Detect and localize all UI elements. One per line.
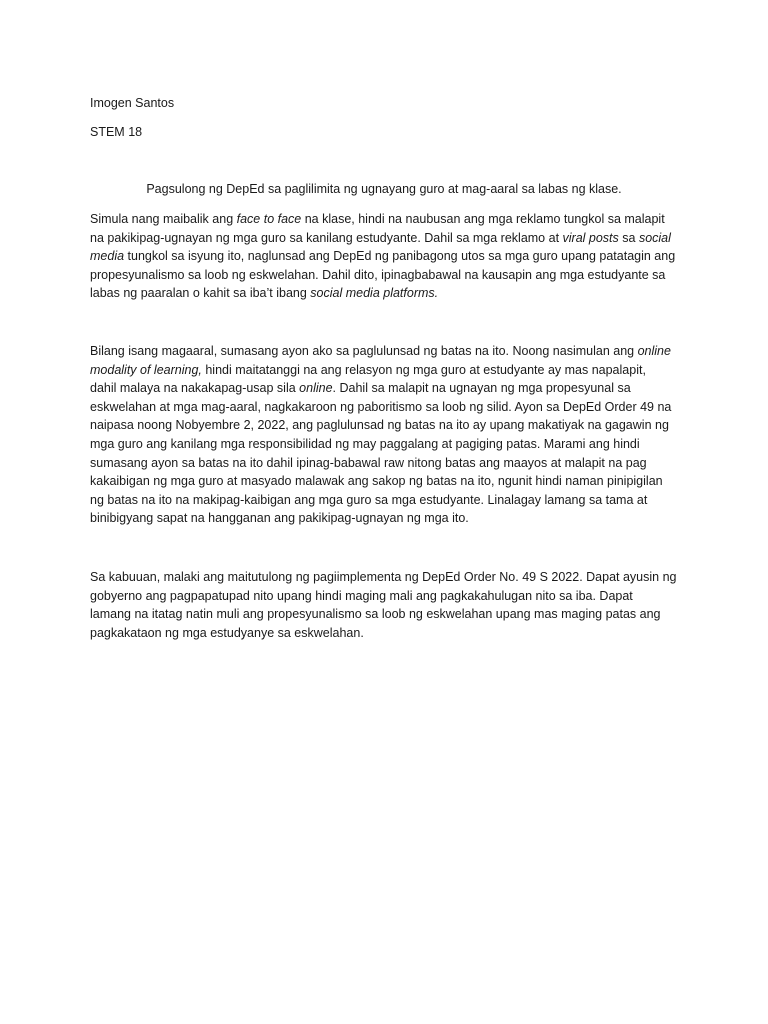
paragraph-line — [90, 454, 680, 473]
paragraph-line — [90, 210, 680, 229]
italic-text: modality of learning, — [90, 362, 202, 377]
italic-text: social media platforms. — [310, 286, 439, 301]
section-label: STEM 18 — [90, 125, 143, 139]
text-run: na klase, hindi na naubusan ang mga reklamo tungkol sa malapit — [301, 212, 665, 226]
text-run: lamang na itatag natin muli ang propesyunalismo sa loob ng eskwelahan upang mas maging patas ang — [90, 607, 661, 622]
paragraph-3 — [90, 568, 680, 642]
text-run: pagkakataon ng mga estudyanye sa eskwelahan. — [90, 625, 364, 640]
italic-text: social — [638, 230, 671, 245]
text-run: eskwelahan at mga mag-aaral, nagkakaroon ng paboritismo sa loob ng silid. Ayon sa DepEd Order 49 na — [90, 399, 672, 414]
italic-text: online — [299, 381, 333, 396]
paragraph-line — [90, 568, 680, 587]
text-run: sumasang ayon sa batas na ito dahil ipinag-babawal raw nitong batas ang maayos at malapit na pag — [90, 455, 647, 470]
text-run: Bilang isang magaaral, sumasang ayon ako sa paglulunsad ng batas na ito. Noong nasimulan ang — [90, 344, 638, 358]
text-run: . Dahil sa malapit na ugnayan ng mga propesyunal sa — [332, 381, 631, 396]
paragraph-line — [90, 229, 680, 248]
paragraph-line — [90, 398, 680, 417]
italic-text: media — [90, 249, 125, 264]
text-run: Sa kabuuan, malaki ang maitutulong ng pagiimplementa ng DepEd Order No. 49 S 2022. Dapat ayusin ng — [90, 570, 677, 584]
paragraph-line — [90, 379, 680, 398]
text-run: mga guro ang kanilang mga responsibilidad ng may paggalang at pagiging patas. Marami ang hindi — [90, 436, 640, 451]
paragraph-line — [90, 587, 680, 606]
text-run: propesyunalismo sa loob ng eskwelahan. Dahil dito, ipinagbabawal na kausapin ang mga estudyante sa — [90, 267, 666, 282]
paragraph-line — [90, 284, 680, 303]
italic-text: face to face — [236, 212, 302, 226]
paragraph-line — [90, 435, 680, 454]
text-run: naipasa noong Nobyembre 2, 2022, ang paglulunsad ng batas na ito ay upang makatiyak na gagawin ng — [90, 418, 669, 433]
text-run: tungkol sa isyung ito, naglunsad ang DepEd ng panibagong utos sa mga guro upang patatagin ang — [124, 249, 676, 264]
paragraph-line — [90, 416, 680, 435]
text-run: Simula nang maibalik ang — [90, 212, 237, 226]
paragraph-1 — [90, 210, 680, 303]
text-run: ng batas na ito na makipag-kaibigan ang mga guro sa mga estudyante. Linalagay lamang sa tama at — [90, 492, 648, 507]
paragraph-line — [90, 472, 680, 491]
paragraph-line — [90, 605, 680, 624]
text-run: na pakikipag-ugnayan ng mga guro sa kanilang estudyante. Dahil sa mga reklamo at — [90, 230, 563, 245]
text-run: gobyerno ang pagpapatupad nito upang hindi maging mali ang pagkakahulugan nito sa iba. Dapat — [90, 588, 633, 603]
paragraph-line — [90, 624, 680, 643]
text-run: kakaibigan ng mga guro at masyado malawak ang sakop ng batas na ito, ngunit hindi naman pinipigilan — [90, 474, 663, 489]
italic-text: online — [637, 344, 671, 358]
paragraph-2 — [90, 342, 680, 528]
author-name: Imogen Santos — [90, 96, 175, 110]
text-run: labas ng paaralan o kahit sa iba’t ibang — [90, 286, 311, 301]
paragraph-line — [90, 342, 680, 361]
paragraph-line — [90, 509, 680, 528]
paragraph-line — [90, 361, 680, 380]
text-run: hindi maitatanggi na ang relasyon ng mga guro at estudyante ay mas napalapit, — [201, 362, 646, 377]
text-run: binibigyang sapat na hangganan ang pakikipag-ugnayan ng mga ito. — [90, 511, 469, 526]
paragraph-line — [90, 247, 680, 266]
text-run: dahil malaya na nakakapag-usap sila — [90, 381, 300, 396]
paragraph-line — [90, 266, 680, 285]
essay-title: Pagsulong ng DepEd sa paglilimita ng ugnayang guro at mag-aaral sa labas ng klase. — [146, 182, 622, 196]
text-run: sa — [618, 230, 639, 245]
paragraph-line — [90, 491, 680, 510]
italic-text: viral posts — [562, 230, 619, 245]
